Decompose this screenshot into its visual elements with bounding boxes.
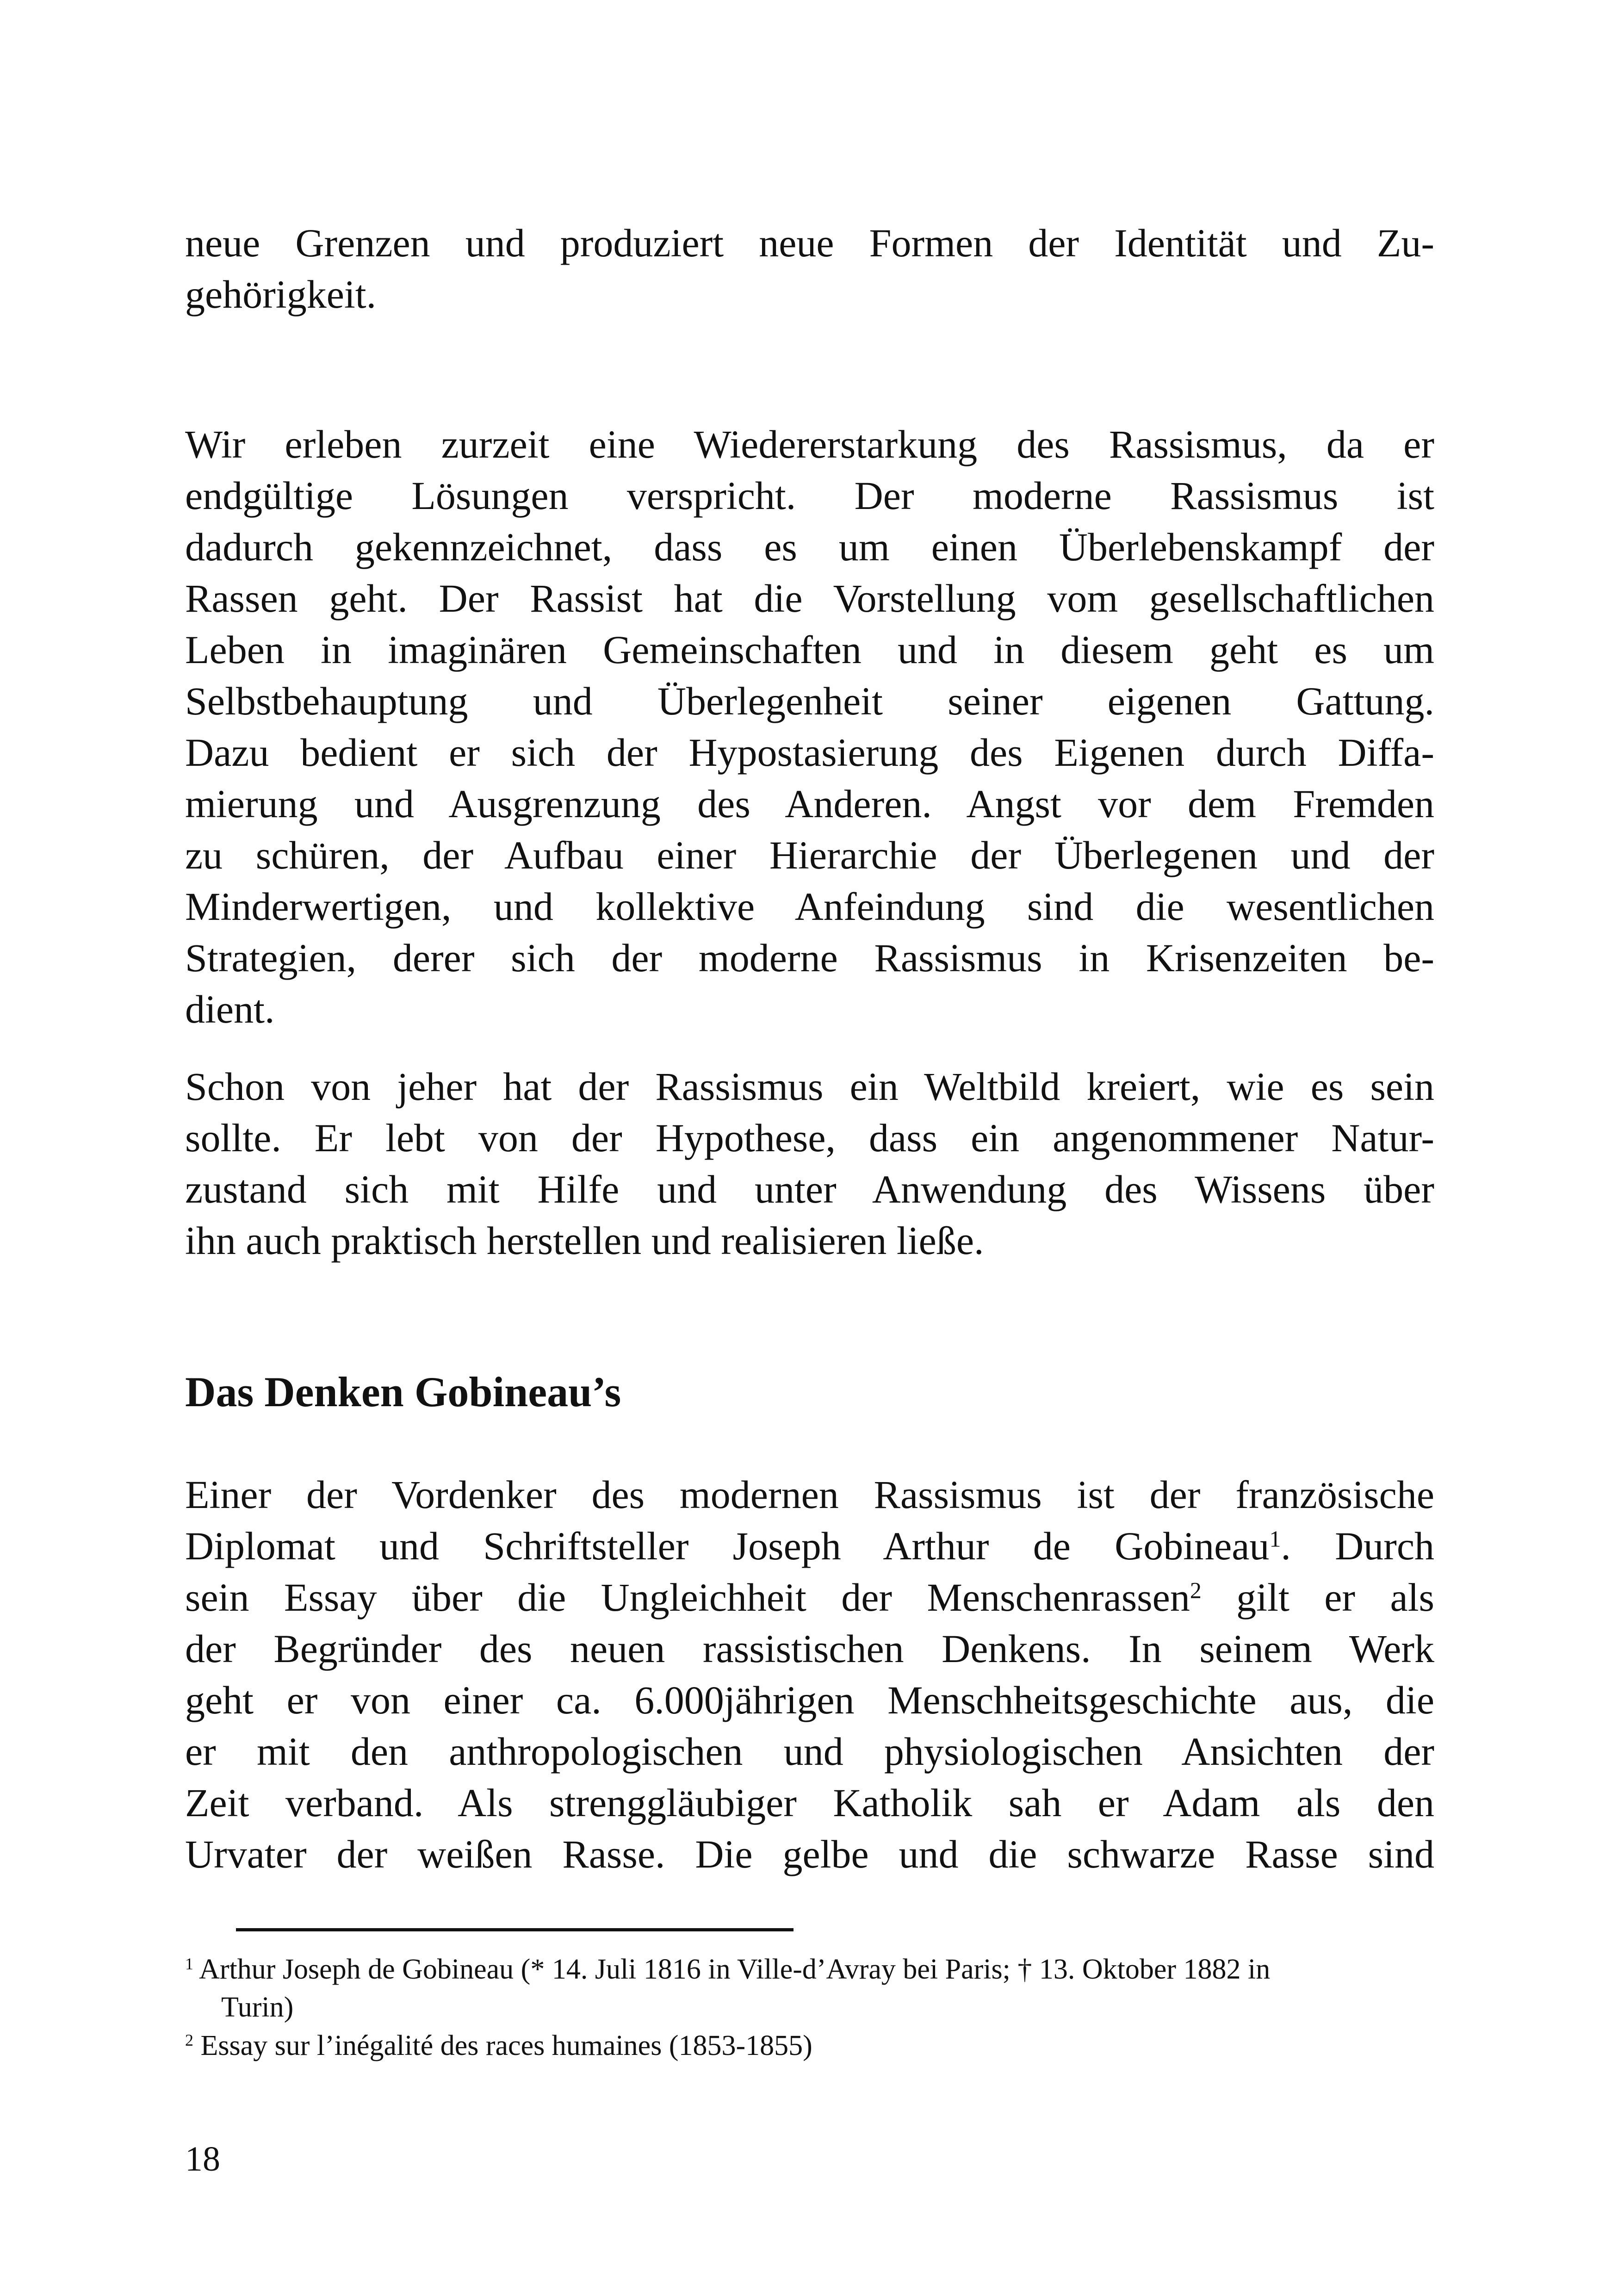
text-line: Wir erleben zurzeit eine Wiedererstarkung des Rassismus, da er bbox=[185, 422, 1434, 466]
text-fragment: . Durch bbox=[1281, 1524, 1434, 1568]
text-fragment: sein Essay über die Ungleichheit der Menschenrassen bbox=[185, 1575, 1190, 1620]
footnote-ref-1[interactable]: 1 bbox=[1269, 1526, 1281, 1552]
text-line: neue Grenzen und produziert neue Formen der Identität und Zu- bbox=[185, 221, 1434, 265]
text-line: endgültige Lösungen verspricht. Der moderne Rassismus ist bbox=[185, 473, 1434, 518]
text-line: Dazu bedient er sich der Hypostasierung des Eigenen durch Diffa- bbox=[185, 730, 1434, 775]
footnote-line bbox=[185, 2027, 1444, 2065]
text-line: zustand sich mit Hilfe und unter Anwendung des Wissens über bbox=[185, 1167, 1434, 1211]
text-line: gehörigkeit. bbox=[185, 272, 377, 316]
paragraph-worldview bbox=[185, 1061, 1434, 1266]
text-line: Schon von jeher hat der Rassismus ein Weltbild kreiert, wie es sein bbox=[185, 1064, 1434, 1109]
section-heading: Das Denken Gobineau’s bbox=[185, 1368, 621, 1415]
text-line: Minderwertigen, und kollektive Anfeindung sind die wesentlichen bbox=[185, 884, 1434, 929]
footnote-text: Essay sur l’inégalité des races humaines (1853-1855) bbox=[193, 2030, 812, 2061]
text-line: mierung und Ausgrenzung des Anderen. Angst vor dem Fremden bbox=[185, 782, 1434, 826]
text-line: zu schüren, der Aufbau einer Hierarchie der Überlegenen und der bbox=[185, 833, 1434, 877]
text-line: dient. bbox=[185, 987, 275, 1031]
text-line: Rassen geht. Der Rassist hat die Vorstellung vom gesellschaftlichen bbox=[185, 576, 1434, 621]
text-line: Einer der Vordenker des modernen Rassismus ist der französische bbox=[185, 1472, 1434, 1517]
footnote-number: 1 bbox=[185, 1955, 193, 1973]
text-line bbox=[185, 1520, 1434, 1572]
text-line bbox=[185, 1572, 1434, 1623]
text-fragment: gilt er als bbox=[1201, 1575, 1434, 1620]
text-line: Strategien, derer sich der moderne Rassismus in Krisenzeiten be- bbox=[185, 936, 1434, 980]
text-line: er mit den anthropologischen und physiologischen Ansichten der bbox=[185, 1729, 1434, 1774]
paragraph-gobineau bbox=[185, 1469, 1434, 1880]
text-line: Urvater der weißen Rasse. Die gelbe und die schwarze Rasse sind bbox=[185, 1832, 1434, 1876]
text-line: dadurch gekennzeichnet, dass es um einen Überlebenskampf der bbox=[185, 525, 1434, 569]
text-fragment: Diplomat und Schriftsteller Joseph Arthur de Gobineau bbox=[185, 1524, 1270, 1568]
text-line: ihn auch praktisch herstellen und realisieren ließe. bbox=[185, 1218, 984, 1263]
footnote-line: Turin) bbox=[221, 1992, 294, 2023]
page-number: 18 bbox=[185, 2140, 220, 2178]
text-line: geht er von einer ca. 6.000jährigen Menschheitsgeschichte aus, die bbox=[185, 1678, 1434, 1722]
paragraph-continuation bbox=[185, 217, 1434, 320]
paragraph-racism-resurgence bbox=[185, 419, 1434, 1035]
footnote-ref-2[interactable]: 2 bbox=[1190, 1577, 1202, 1603]
footnote-number: 2 bbox=[185, 2031, 193, 2050]
footnote-line bbox=[185, 1950, 1444, 1988]
footnote-2 bbox=[185, 2027, 1444, 2065]
footnote-text: Arthur Joseph de Gobineau (* 14. Juli 1816 in Ville-d’Avray bei Paris; † 13. Oktober 1882 in bbox=[193, 1954, 1271, 1985]
text-line: Selbstbehauptung und Überlegenheit seiner eigenen Gattung. bbox=[185, 679, 1434, 723]
text-line: Zeit verband. Als strenggläubiger Katholik sah er Adam als den bbox=[185, 1781, 1434, 1825]
text-line: Leben in imaginären Gemeinschaften und in diesem geht es um bbox=[185, 627, 1434, 672]
text-line: der Begründer des neuen rassistischen Denkens. In seinem Werk bbox=[185, 1626, 1434, 1671]
text-line: sollte. Er lebt von der Hypothese, dass ein angenommener Natur- bbox=[185, 1116, 1434, 1160]
footnote-1 bbox=[185, 1950, 1444, 2026]
footnote-separator bbox=[236, 1928, 794, 1931]
